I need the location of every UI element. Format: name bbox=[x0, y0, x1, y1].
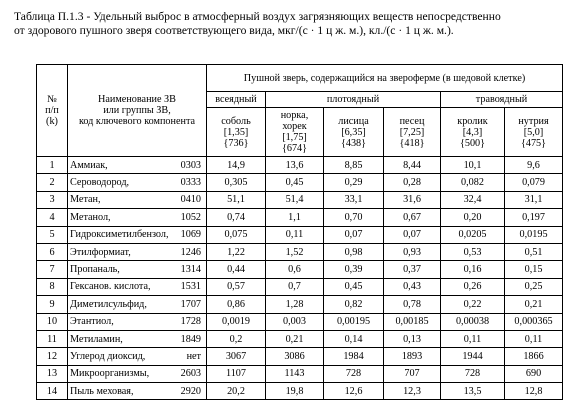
header-species-arctic-fox: песец [7,25] {418} bbox=[384, 108, 441, 157]
emission-value: 0,21 bbox=[505, 296, 563, 313]
emission-value: 0,70 bbox=[324, 209, 384, 226]
header-num: № п/п (k) bbox=[37, 65, 68, 157]
emission-value: 0,00195 bbox=[324, 313, 384, 330]
header-species-rabbit: кролик [4,3] {500} bbox=[441, 108, 505, 157]
pollutant-name: Пропаналь, bbox=[70, 264, 120, 276]
emission-value: 0,082 bbox=[441, 174, 505, 191]
emission-value: 0,74 bbox=[207, 209, 266, 226]
emission-value: 0,20 bbox=[441, 209, 505, 226]
pollutant-name: Метанол, bbox=[70, 211, 111, 223]
emission-value: 0,11 bbox=[505, 330, 563, 347]
emission-value: 0,45 bbox=[266, 174, 324, 191]
pollutant-code: 1069 bbox=[180, 229, 201, 241]
pollutant-name: Этантиол, bbox=[70, 316, 114, 328]
pollutant-name: Диметилсульфид, bbox=[70, 298, 147, 310]
pollutant-name-cell bbox=[68, 296, 207, 313]
row-number: 3 bbox=[37, 191, 68, 208]
pollutant-code: 1052 bbox=[180, 211, 201, 223]
emission-value: 0,197 bbox=[505, 209, 563, 226]
pollutant-code: 1531 bbox=[180, 281, 201, 293]
pollutant-name: Этилформиат, bbox=[70, 246, 131, 258]
emission-value: 1143 bbox=[266, 365, 324, 382]
emission-value: 0,44 bbox=[207, 261, 266, 278]
emission-value: 13,6 bbox=[266, 157, 324, 174]
emission-value: 0,28 bbox=[384, 174, 441, 191]
emission-value: 1,28 bbox=[266, 296, 324, 313]
header-species-fox: лисица [6,35] {438} bbox=[324, 108, 384, 157]
pollutant-name-cell bbox=[68, 157, 207, 174]
pollutant-name: Аммиак, bbox=[70, 159, 108, 171]
header-category-herbivore: травоядный bbox=[441, 92, 563, 108]
pollutant-name: Сероводород, bbox=[70, 177, 130, 189]
pollutant-code: 1849 bbox=[180, 333, 201, 345]
emission-value: 0,37 bbox=[384, 261, 441, 278]
table-caption: Таблица П.1.3 - Удельный выброс в атмосферный воздух загрязняющих веществ непосредственно от здорового пушного зверя соответствующего вида, мкг/(с · 1 ц ж. м.), кл./(с · 1 ц ж. м.). bbox=[14, 10, 501, 37]
row-number: 7 bbox=[37, 261, 68, 278]
emission-value: 690 bbox=[505, 365, 563, 382]
row-number: 13 bbox=[37, 365, 68, 382]
emission-value: 8,85 bbox=[324, 157, 384, 174]
emission-value: 14,9 bbox=[207, 157, 266, 174]
emission-value: 0,45 bbox=[324, 278, 384, 295]
row-number: 1 bbox=[37, 157, 68, 174]
emission-value: 1,52 bbox=[266, 243, 324, 260]
table-row bbox=[37, 330, 563, 347]
pollutant-code: нет bbox=[186, 350, 201, 362]
pollutant-code: 0333 bbox=[180, 177, 201, 189]
emission-value: 0,075 bbox=[207, 226, 266, 243]
header-species-nutria: нутрия [5,0] {475} bbox=[505, 108, 563, 157]
emission-value: 0,16 bbox=[441, 261, 505, 278]
table-row bbox=[37, 261, 563, 278]
emission-value: 0,11 bbox=[441, 330, 505, 347]
table-row bbox=[37, 209, 563, 226]
emission-value: 8,44 bbox=[384, 157, 441, 174]
pollutant-code: 0303 bbox=[180, 159, 201, 171]
pollutant-code: 1707 bbox=[180, 298, 201, 310]
emission-value: 0,22 bbox=[441, 296, 505, 313]
emission-value: 0,93 bbox=[384, 243, 441, 260]
pollutant-name-cell bbox=[68, 261, 207, 278]
pollutant-code: 2603 bbox=[180, 368, 201, 380]
emission-value: 31,1 bbox=[505, 191, 563, 208]
emission-value: 12,6 bbox=[324, 383, 384, 400]
pollutant-name: Углерод диоксид, bbox=[70, 350, 146, 362]
row-number: 11 bbox=[37, 330, 68, 347]
header-category-carnivore: плотоядный bbox=[266, 92, 441, 108]
row-number: 4 bbox=[37, 209, 68, 226]
emission-value: 3086 bbox=[266, 348, 324, 365]
emission-value: 0,07 bbox=[324, 226, 384, 243]
row-number: 2 bbox=[37, 174, 68, 191]
emission-value: 0,78 bbox=[384, 296, 441, 313]
emission-value: 707 bbox=[384, 365, 441, 382]
emission-value: 0,7 bbox=[266, 278, 324, 295]
emission-value: 0,079 bbox=[505, 174, 563, 191]
emission-value: 0,26 bbox=[441, 278, 505, 295]
emission-value: 0,57 bbox=[207, 278, 266, 295]
emission-value: 31,6 bbox=[384, 191, 441, 208]
emission-value: 728 bbox=[441, 365, 505, 382]
emission-value: 13,5 bbox=[441, 383, 505, 400]
pollutant-name-cell bbox=[68, 348, 207, 365]
emission-value: 0,0019 bbox=[207, 313, 266, 330]
emission-value: 0,14 bbox=[324, 330, 384, 347]
table-row bbox=[37, 278, 563, 295]
pollutant-name-cell bbox=[68, 365, 207, 382]
emission-value: 0,15 bbox=[505, 261, 563, 278]
pollutant-code: 0410 bbox=[180, 194, 201, 206]
emission-value: 0,13 bbox=[384, 330, 441, 347]
table-row bbox=[37, 226, 563, 243]
emission-value: 1866 bbox=[505, 348, 563, 365]
header-species-mink: норка, хорек [1,75] {674} bbox=[266, 108, 324, 157]
emission-value: 0,98 bbox=[324, 243, 384, 260]
emission-value: 1,22 bbox=[207, 243, 266, 260]
emission-value: 3067 bbox=[207, 348, 266, 365]
table-row bbox=[37, 296, 563, 313]
table-row bbox=[37, 313, 563, 330]
row-number: 9 bbox=[37, 296, 68, 313]
pollutant-name-cell bbox=[68, 226, 207, 243]
emission-value: 0,25 bbox=[505, 278, 563, 295]
emission-value: 0,51 bbox=[505, 243, 563, 260]
pollutant-name-cell bbox=[68, 243, 207, 260]
header-species-sable: соболь [1,35] {736} bbox=[207, 108, 266, 157]
emission-value: 0,2 bbox=[207, 330, 266, 347]
table-row bbox=[37, 383, 563, 400]
pollutant-code: 1314 bbox=[180, 264, 201, 276]
emission-value: 51,4 bbox=[266, 191, 324, 208]
emission-value: 12,8 bbox=[505, 383, 563, 400]
table-row bbox=[37, 157, 563, 174]
pollutant-name-cell bbox=[68, 174, 207, 191]
emission-value: 0,86 bbox=[207, 296, 266, 313]
pollutant-name-cell bbox=[68, 278, 207, 295]
pollutant-name-cell bbox=[68, 209, 207, 226]
emission-value: 10,1 bbox=[441, 157, 505, 174]
pollutant-name-cell bbox=[68, 330, 207, 347]
emission-value: 0,00185 bbox=[384, 313, 441, 330]
emission-value: 1984 bbox=[324, 348, 384, 365]
emission-value: 20,2 bbox=[207, 383, 266, 400]
emission-value: 9,6 bbox=[505, 157, 563, 174]
pollutant-name: Гексанов. кислота, bbox=[70, 281, 151, 293]
emission-value: 0,29 bbox=[324, 174, 384, 191]
pollutant-name-cell bbox=[68, 383, 207, 400]
emission-value: 0,003 bbox=[266, 313, 324, 330]
emission-value: 1893 bbox=[384, 348, 441, 365]
row-number: 14 bbox=[37, 383, 68, 400]
pollutant-name: Гидроксиметилбензол, bbox=[70, 229, 169, 241]
header-category-omnivore: всеядный bbox=[207, 92, 266, 108]
pollutant-name: Микроорганизмы, bbox=[70, 368, 150, 380]
pollutant-name-cell bbox=[68, 313, 207, 330]
pollutant-code: 2920 bbox=[180, 385, 201, 397]
emission-value: 0,67 bbox=[384, 209, 441, 226]
emission-value: 0,53 bbox=[441, 243, 505, 260]
emission-value: 728 bbox=[324, 365, 384, 382]
emission-value: 0,0195 bbox=[505, 226, 563, 243]
row-number: 8 bbox=[37, 278, 68, 295]
pollutant-name: Метан, bbox=[70, 194, 101, 206]
pollutant-name: Метиламин, bbox=[70, 333, 123, 345]
header-name: Наименование ЗВ или группы ЗВ, код ключевого компонента bbox=[68, 65, 207, 157]
emission-value: 0,000365 bbox=[505, 313, 563, 330]
emission-value: 0,82 bbox=[324, 296, 384, 313]
pollutant-name-cell bbox=[68, 191, 207, 208]
emission-value: 12,3 bbox=[384, 383, 441, 400]
row-number: 5 bbox=[37, 226, 68, 243]
table-row bbox=[37, 365, 563, 382]
emission-value: 0,11 bbox=[266, 226, 324, 243]
table-row bbox=[37, 348, 563, 365]
pollutant-name: Пыль меховая, bbox=[70, 385, 134, 397]
emission-value: 1107 bbox=[207, 365, 266, 382]
emission-value: 1944 bbox=[441, 348, 505, 365]
emission-value: 0,0205 bbox=[441, 226, 505, 243]
emission-value: 32,4 bbox=[441, 191, 505, 208]
table-row bbox=[37, 191, 563, 208]
pollutant-code: 1728 bbox=[180, 316, 201, 328]
emission-value: 0,00038 bbox=[441, 313, 505, 330]
emission-value: 0,21 bbox=[266, 330, 324, 347]
emission-value: 19,8 bbox=[266, 383, 324, 400]
emission-value: 0,43 bbox=[384, 278, 441, 295]
emission-value: 0,39 bbox=[324, 261, 384, 278]
pollutant-code: 1246 bbox=[180, 246, 201, 258]
table-row bbox=[37, 174, 563, 191]
header-group: Пушной зверь, содержащийся на звероферме (в шедовой клетке) bbox=[207, 65, 563, 92]
row-number: 6 bbox=[37, 243, 68, 260]
emission-table bbox=[36, 64, 563, 400]
emission-value: 51,1 bbox=[207, 191, 266, 208]
emission-value: 33,1 bbox=[324, 191, 384, 208]
emission-value: 0,305 bbox=[207, 174, 266, 191]
row-number: 12 bbox=[37, 348, 68, 365]
row-number: 10 bbox=[37, 313, 68, 330]
emission-value: 1,1 bbox=[266, 209, 324, 226]
emission-value: 0,07 bbox=[384, 226, 441, 243]
table-row bbox=[37, 243, 563, 260]
emission-value: 0,6 bbox=[266, 261, 324, 278]
